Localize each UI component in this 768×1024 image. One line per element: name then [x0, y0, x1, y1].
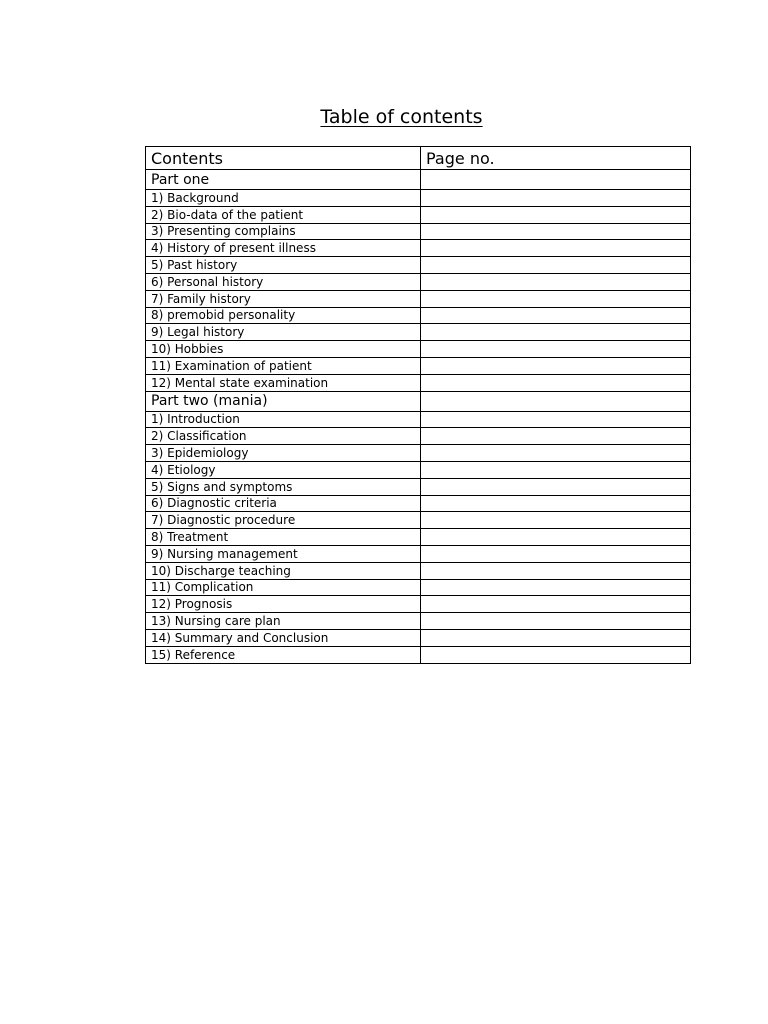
section-heading-row: [146, 391, 691, 411]
page-number-cell: [421, 170, 691, 190]
section-heading: Part two (mania): [146, 391, 421, 411]
header-page-no: Page no.: [421, 147, 691, 170]
table-row: [146, 324, 691, 341]
table-row: [146, 512, 691, 529]
page-title: Table of contents: [320, 106, 483, 128]
table-row: [146, 461, 691, 478]
table-header-row: [146, 147, 691, 170]
contents-item: 13) Nursing care plan: [146, 613, 421, 630]
contents-item: 7) Diagnostic procedure: [146, 512, 421, 529]
page-number-cell: [421, 374, 691, 391]
contents-item: 15) Reference: [146, 646, 421, 663]
table-row: [146, 411, 691, 428]
page-number-cell: [421, 478, 691, 495]
page-number-cell: [421, 307, 691, 324]
page-number-cell: [421, 646, 691, 663]
page-number-cell: [421, 461, 691, 478]
contents-item: 4) Etiology: [146, 461, 421, 478]
contents-item: 1) Introduction: [146, 411, 421, 428]
page-number-cell: [421, 629, 691, 646]
contents-item: 11) Complication: [146, 579, 421, 596]
table-row: [146, 273, 691, 290]
contents-item: 10) Hobbies: [146, 341, 421, 358]
page-number-cell: [421, 273, 691, 290]
table-row: [146, 357, 691, 374]
table-row: [146, 290, 691, 307]
contents-item: 8) Treatment: [146, 529, 421, 546]
page-number-cell: [421, 190, 691, 207]
contents-item: 10) Discharge teaching: [146, 562, 421, 579]
page-number-cell: [421, 290, 691, 307]
page-number-cell: [421, 579, 691, 596]
section-heading: Part one: [146, 170, 421, 190]
contents-item: 9) Nursing management: [146, 545, 421, 562]
page-number-cell: [421, 341, 691, 358]
page-number-cell: [421, 428, 691, 445]
contents-item: 9) Legal history: [146, 324, 421, 341]
page-number-cell: [421, 357, 691, 374]
contents-item: 8) premobid personality: [146, 307, 421, 324]
page-number-cell: [421, 206, 691, 223]
table-row: [146, 445, 691, 462]
contents-item: 2) Classification: [146, 428, 421, 445]
table-row: [146, 579, 691, 596]
page-number-cell: [421, 324, 691, 341]
table-row: [146, 629, 691, 646]
table-row: [146, 341, 691, 358]
header-contents: Contents: [146, 147, 421, 170]
contents-item: 3) Epidemiology: [146, 445, 421, 462]
table-row: [146, 428, 691, 445]
table-row: [146, 545, 691, 562]
table-row: [146, 562, 691, 579]
contents-item: 5) Signs and symptoms: [146, 478, 421, 495]
page-number-cell: [421, 545, 691, 562]
contents-item: 12) Mental state examination: [146, 374, 421, 391]
table-row: [146, 240, 691, 257]
table-row: [146, 257, 691, 274]
table-row: [146, 206, 691, 223]
table-row: [146, 646, 691, 663]
table-row: [146, 596, 691, 613]
contents-item: 11) Examination of patient: [146, 357, 421, 374]
table-row: [146, 374, 691, 391]
page-number-cell: [421, 495, 691, 512]
section-heading-row: [146, 170, 691, 190]
table-row: [146, 529, 691, 546]
table-row: [146, 307, 691, 324]
page-number-cell: [421, 613, 691, 630]
contents-item: 1) Background: [146, 190, 421, 207]
page-number-cell: [421, 391, 691, 411]
page-number-cell: [421, 562, 691, 579]
contents-item: 5) Past history: [146, 257, 421, 274]
page-number-cell: [421, 529, 691, 546]
contents-item: 4) History of present illness: [146, 240, 421, 257]
page-number-cell: [421, 512, 691, 529]
contents-item: 14) Summary and Conclusion: [146, 629, 421, 646]
contents-table-body: [146, 147, 691, 664]
contents-item: 12) Prognosis: [146, 596, 421, 613]
table-row: [146, 190, 691, 207]
contents-item: 3) Presenting complains: [146, 223, 421, 240]
contents-item: 2) Bio-data of the patient: [146, 206, 421, 223]
contents-item: 6) Diagnostic criteria: [146, 495, 421, 512]
page-number-cell: [421, 240, 691, 257]
page-number-cell: [421, 223, 691, 240]
contents-table: [145, 146, 691, 664]
table-row: [146, 613, 691, 630]
table-row: [146, 495, 691, 512]
table-row: [146, 223, 691, 240]
page-number-cell: [421, 257, 691, 274]
contents-item: 6) Personal history: [146, 273, 421, 290]
page-number-cell: [421, 445, 691, 462]
contents-item: 7) Family history: [146, 290, 421, 307]
page-number-cell: [421, 596, 691, 613]
table-row: [146, 478, 691, 495]
page-number-cell: [421, 411, 691, 428]
